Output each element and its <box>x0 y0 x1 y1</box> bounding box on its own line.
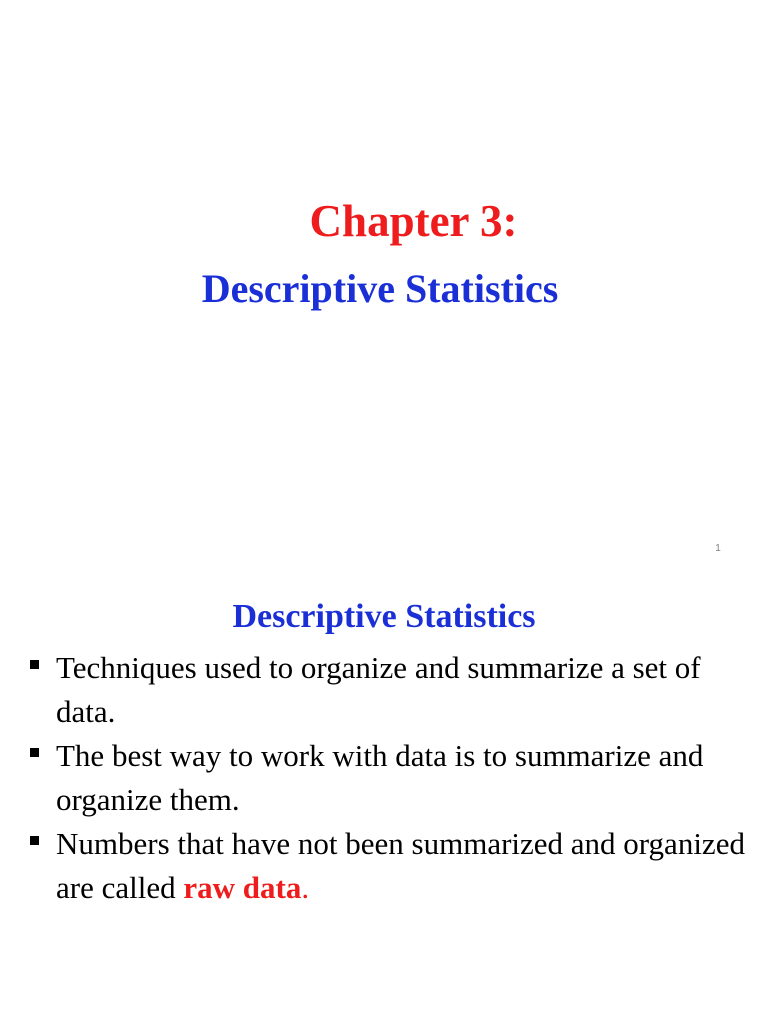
slide-heading: Descriptive Statistics <box>232 598 536 635</box>
bullet-text: Techniques used to organize and summarize a set of data. <box>56 650 701 729</box>
bullet-text: Numbers that have not been summarized and organized are called <box>56 826 745 905</box>
square-bullet-icon <box>30 836 39 845</box>
bullet-list <box>28 646 748 910</box>
bullet-item <box>28 734 748 822</box>
slide-number: 1 <box>715 543 721 554</box>
square-bullet-icon <box>30 748 39 757</box>
square-bullet-icon <box>30 660 39 669</box>
slide-subtitle: Descriptive Statistics <box>201 266 559 311</box>
bullet-text: The best way to work with data is to summarize and organize them. <box>56 738 704 817</box>
slide-2 <box>0 576 768 1024</box>
raw-data-emphasis: raw data <box>183 870 302 905</box>
bullet-text-end: . <box>301 870 310 905</box>
chapter-title: Chapter 3: <box>309 196 518 246</box>
bullet-item <box>28 646 748 734</box>
bullet-item <box>28 822 748 910</box>
